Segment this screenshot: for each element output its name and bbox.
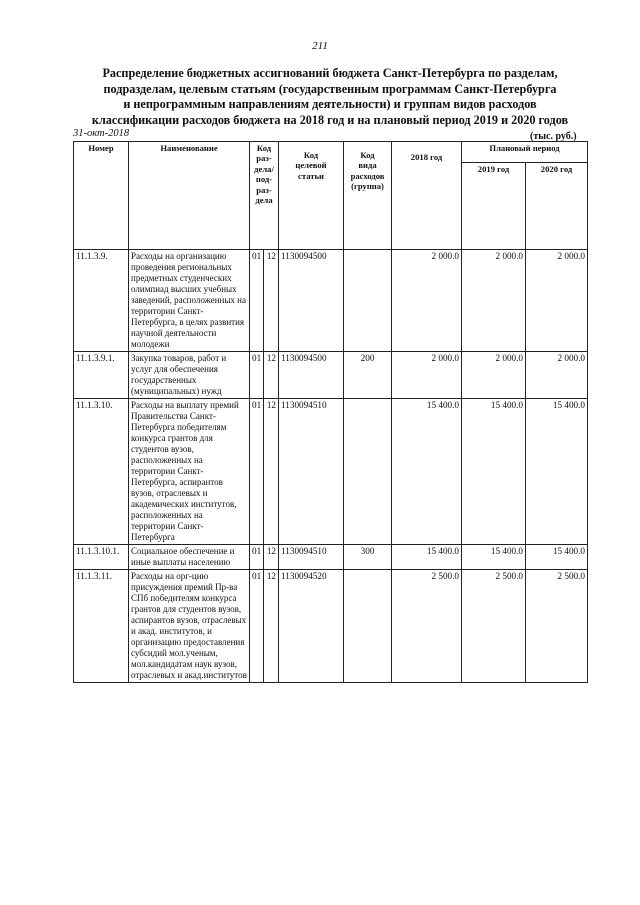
budget-table bbox=[73, 141, 588, 683]
row-subsection: 12 bbox=[264, 545, 279, 570]
header-line: статьи bbox=[298, 170, 324, 181]
units-label: (тыс. руб.) bbox=[530, 131, 577, 142]
header-line: дела/ bbox=[254, 163, 274, 174]
header-line: раз- bbox=[256, 153, 272, 164]
title-line: и непрограммным направлениям деятельности) и группам видов расходов bbox=[123, 97, 537, 111]
header-planned-period: Плановый период bbox=[462, 142, 588, 163]
row-target-code: 1130094500 bbox=[279, 250, 344, 352]
header-line: раз- bbox=[256, 184, 272, 195]
row-amount-2020: 15 400.0 bbox=[526, 399, 588, 545]
row-amount-2019: 2 000.0 bbox=[462, 250, 526, 352]
row-number: 11.1.3.10.1. bbox=[74, 545, 129, 570]
row-name: Расходы на орг-цию присуждения премий Пр-ва СПб победителям конкурса грантов для студентов вузов, аспирантов вузов, отраслевых и акад. институтов, и организацию предоставления субсидий мол.ученым, мол.кандидатам наук вузов, отраслевых и акад.институтов bbox=[129, 570, 250, 683]
row-expense-type bbox=[344, 250, 392, 352]
row-amount-2020: 2 000.0 bbox=[526, 250, 588, 352]
row-section: 01 bbox=[250, 352, 264, 399]
row-amount-2018: 15 400.0 bbox=[392, 545, 462, 570]
table-row bbox=[74, 570, 588, 683]
row-number: 11.1.3.9. bbox=[74, 250, 129, 352]
row-section: 01 bbox=[250, 545, 264, 570]
row-amount-2018: 2 500.0 bbox=[392, 570, 462, 683]
document-title bbox=[70, 66, 590, 128]
table-row bbox=[74, 352, 588, 399]
row-amount-2019: 2 500.0 bbox=[462, 570, 526, 683]
title-line: классификации расходов бюджета на 2018 год и на плановый период 2019 и 2020 годов bbox=[91, 112, 569, 127]
title-line: подразделам, целевым статьям (государственным программам Санкт-Петербурга bbox=[103, 81, 557, 96]
row-expense-type bbox=[344, 570, 392, 683]
row-target-code: 1130094510 bbox=[279, 545, 344, 570]
header-target-code bbox=[279, 142, 344, 250]
header-name: Наименование bbox=[129, 142, 250, 250]
row-amount-2019: 15 400.0 bbox=[462, 399, 526, 545]
header-line: целевой bbox=[295, 160, 327, 171]
row-target-code: 1130094520 bbox=[279, 570, 344, 683]
header-2019: 2019 год bbox=[462, 162, 526, 249]
document-date: 31-окт-2018 bbox=[73, 128, 130, 139]
page-number: 211 bbox=[312, 40, 328, 52]
row-target-code: 1130094510 bbox=[279, 399, 344, 545]
header-line: Код bbox=[360, 150, 375, 160]
header-expense-type bbox=[344, 142, 392, 250]
header-2020: 2020 год bbox=[526, 162, 588, 249]
row-amount-2019: 2 000.0 bbox=[462, 352, 526, 399]
row-number: 11.1.3.10. bbox=[74, 399, 129, 545]
header-line: Код bbox=[256, 143, 272, 153]
row-name: Социальное обеспечение и иные выплаты населению bbox=[129, 545, 250, 570]
header-line: дела bbox=[255, 195, 273, 206]
table-header-row bbox=[74, 142, 588, 163]
row-target-code: 1130094500 bbox=[279, 352, 344, 399]
row-subsection: 12 bbox=[264, 570, 279, 683]
table-row bbox=[74, 399, 588, 545]
row-amount-2020: 2 500.0 bbox=[526, 570, 588, 683]
row-number: 11.1.3.9.1. bbox=[74, 352, 129, 399]
header-line: расходов bbox=[350, 170, 385, 181]
title-line: Распределение бюджетных ассигнований бюджета Санкт-Петербурга по разделам, bbox=[102, 66, 558, 80]
row-amount-2020: 15 400.0 bbox=[526, 545, 588, 570]
row-expense-type: 300 bbox=[344, 545, 392, 570]
row-subsection: 12 bbox=[264, 399, 279, 545]
row-amount-2018: 15 400.0 bbox=[392, 399, 462, 545]
row-section: 01 bbox=[250, 570, 264, 683]
header-line: (группа) bbox=[351, 181, 384, 192]
table-row bbox=[74, 545, 588, 570]
header-number: Номер bbox=[74, 142, 129, 250]
row-section: 01 bbox=[250, 250, 264, 352]
row-amount-2018: 2 000.0 bbox=[392, 352, 462, 399]
header-section-code bbox=[250, 142, 279, 250]
row-amount-2019: 15 400.0 bbox=[462, 545, 526, 570]
row-section: 01 bbox=[250, 399, 264, 545]
row-amount-2018: 2 000.0 bbox=[392, 250, 462, 352]
row-subsection: 12 bbox=[264, 250, 279, 352]
row-name: Закупка товаров, работ и услуг для обеспечения государственных (муниципальных) нужд bbox=[129, 352, 250, 399]
header-line: вида bbox=[358, 160, 377, 171]
row-expense-type: 200 bbox=[344, 352, 392, 399]
row-amount-2020: 2 000.0 bbox=[526, 352, 588, 399]
row-name: Расходы на организацию проведения региональных предметных студенческих олимпиад высших учебных заведений, расположенных на территории Санкт-Петербурга, в целях развития научной деятельности молодежи bbox=[129, 250, 250, 352]
header-line: Код bbox=[303, 150, 319, 160]
header-line: под- bbox=[255, 174, 273, 185]
row-number: 11.1.3.11. bbox=[74, 570, 129, 683]
table-row bbox=[74, 250, 588, 352]
row-subsection: 12 bbox=[264, 352, 279, 399]
row-name: Расходы на выплату премий Правительства Санкт-Петербурга победителям конкурса грантов для студентов вузов, расположенных на территории Санкт-Петербурга, аспирантов вузов, отраслевых и академических институтов, расположенных на территории Санкт-Петербурга bbox=[129, 399, 250, 545]
row-expense-type bbox=[344, 399, 392, 545]
header-2018: 2018 год bbox=[392, 142, 462, 250]
